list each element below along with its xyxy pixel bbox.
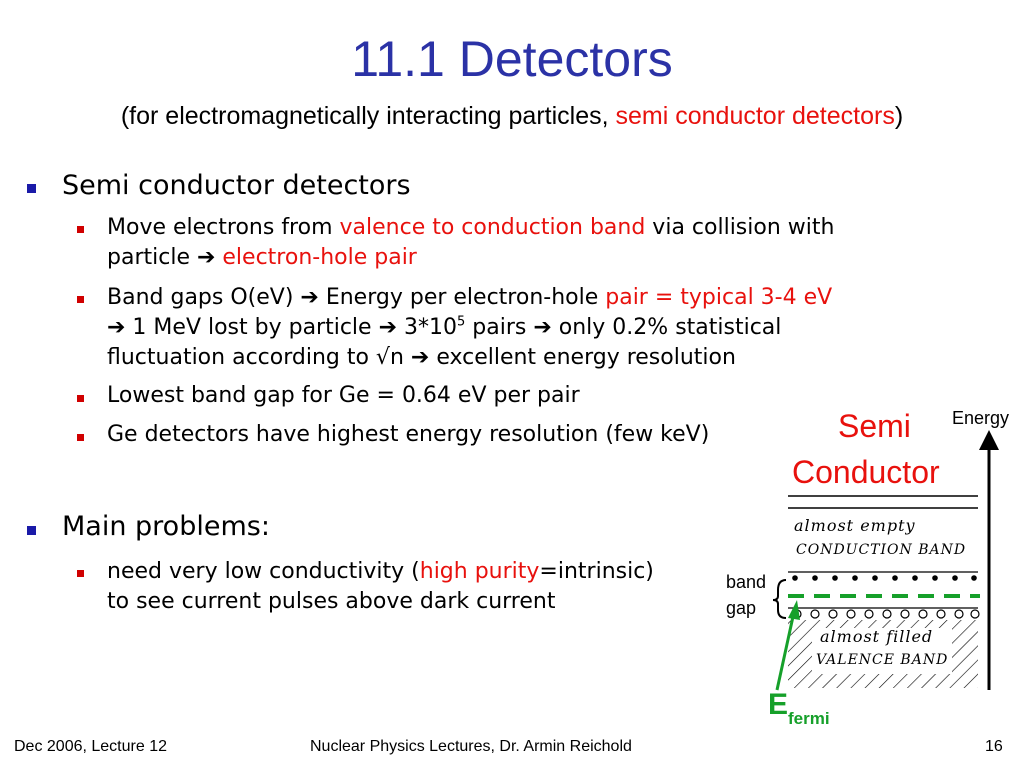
energy-axis-arrowhead bbox=[979, 430, 999, 450]
bullet-square-icon bbox=[77, 434, 84, 441]
gap-brace bbox=[773, 580, 786, 618]
bullet-square-icon bbox=[77, 226, 84, 233]
bullet-move-electrons: Move electrons from valence to conduction band via collision with particle ➔ electron-hole pair bbox=[107, 215, 835, 270]
diagram-conductor-label: Conductor bbox=[792, 454, 940, 490]
bullet-square-icon bbox=[77, 395, 84, 402]
slide-subtitle bbox=[0, 104, 1024, 129]
section-heading-semiconductor: Semi conductor detectors bbox=[62, 170, 411, 201]
fermi-energy-label: $E_{fermi}$ bbox=[768, 688, 830, 728]
subtitle-highlight: semi conductor detectors bbox=[615, 102, 895, 130]
right-arrow-icon: ➔ bbox=[410, 345, 430, 370]
bullet-band-gaps: Band gaps O(eV) ➔ Energy per electron-hole pair = typical 3-4 eV ➔ 1 MeV lost by particle ➔ $3*10^5$ pairs ➔ only 0.2% statistical fluctuation according to √n ➔ excellent energy resolution bbox=[107, 285, 833, 370]
right-arrow-icon: ➔ bbox=[300, 285, 319, 310]
right-arrow-icon: ➔ bbox=[196, 245, 216, 270]
hole-circles bbox=[793, 610, 979, 618]
conduction-band-text-2: CONDUCTION BAND bbox=[796, 542, 967, 558]
footer-date: Dec 2006, Lecture 12 bbox=[14, 738, 167, 755]
bullet-square-icon bbox=[27, 184, 36, 193]
bullet-lowest-band-gap: Lowest band gap for Ge = 0.64 eV per pair bbox=[107, 383, 580, 408]
diagram-semi-label: Semi bbox=[838, 408, 911, 444]
band-diagram bbox=[700, 400, 1024, 730]
right-arrow-icon: ➔ bbox=[533, 315, 552, 340]
right-arrow-icon: ➔ bbox=[378, 315, 398, 340]
band-label: band bbox=[726, 572, 767, 592]
bullet-square-icon bbox=[77, 296, 84, 303]
bullet-square-icon bbox=[27, 526, 36, 535]
conduction-band-text-1: almost empty bbox=[794, 516, 916, 535]
right-arrow-icon: ➔ bbox=[107, 315, 126, 340]
bullet-ge-detectors: Ge detectors have highest energy resolution (few keV) bbox=[107, 422, 710, 447]
footer-page-number: 16 bbox=[985, 738, 1003, 755]
valence-band-text-1: almost filled bbox=[820, 627, 934, 646]
bullet-low-conductivity: need very low conductivity (high purity=intrinsic) to see current pulses above dark current bbox=[107, 559, 654, 614]
bullet-square-icon bbox=[77, 570, 84, 577]
footer-title: Nuclear Physics Lectures, Dr. Armin Reichold bbox=[310, 738, 632, 755]
section-heading-main-problems: Main problems: bbox=[62, 511, 270, 542]
electron-dots bbox=[792, 575, 977, 581]
gap-label: gap bbox=[726, 598, 757, 618]
diagram-energy-label: Energy bbox=[952, 408, 1010, 428]
valence-band-text-2: VALENCE BAND bbox=[816, 652, 949, 668]
subtitle-text: (for electromagnetically interacting particles, bbox=[120, 102, 616, 130]
slide-title: 11.1 Detectors bbox=[351, 31, 673, 87]
subtitle-close: ) bbox=[894, 102, 904, 130]
